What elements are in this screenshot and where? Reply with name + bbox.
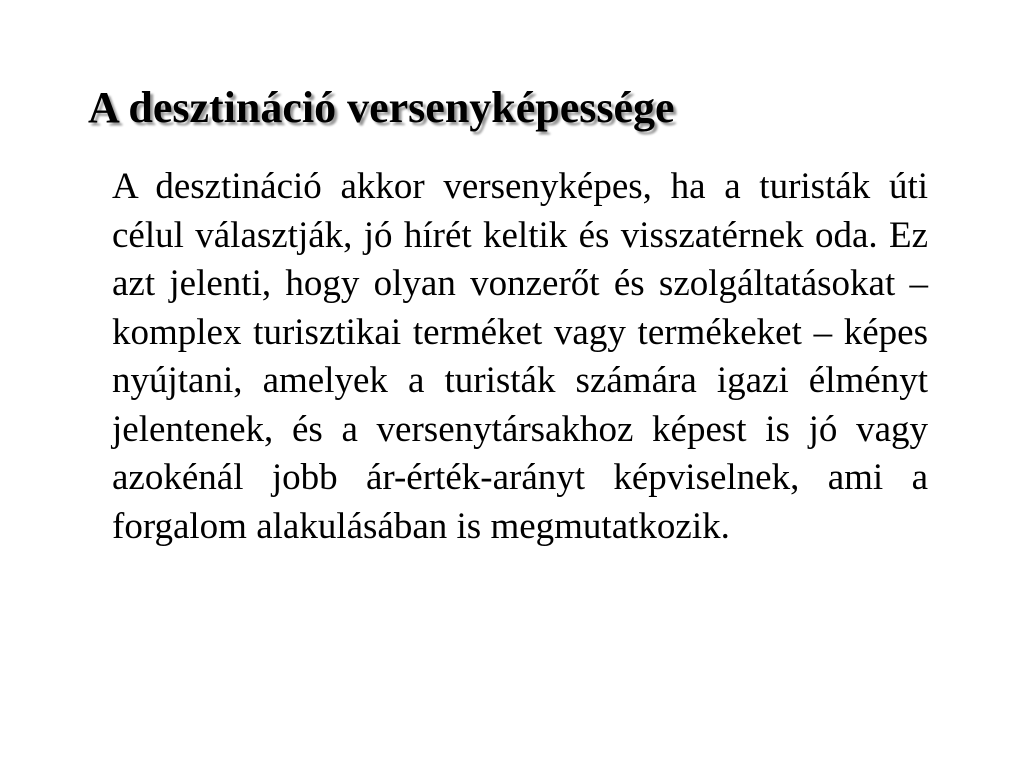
slide-title: A desztináció versenyképessége (88, 83, 675, 132)
slide-body-paragraph: A desztináció akkor versenyképes, ha a turisták úti célul választják, jó hírét keltik és visszatérnek oda. Ez azt jelenti, hogy olyan vonzerőt és szolgáltatásokat – komplex turisztikai terméket vagy termékeket – képes nyújtani, amelyek a turisták számára igazi élményt jelentenek, és a versenytársakhoz képest is jó vagy azokénál jobb ár-érték-arányt képviselnek, ami a forgalom alakulásában is megmutatkozik. (112, 166, 928, 547)
